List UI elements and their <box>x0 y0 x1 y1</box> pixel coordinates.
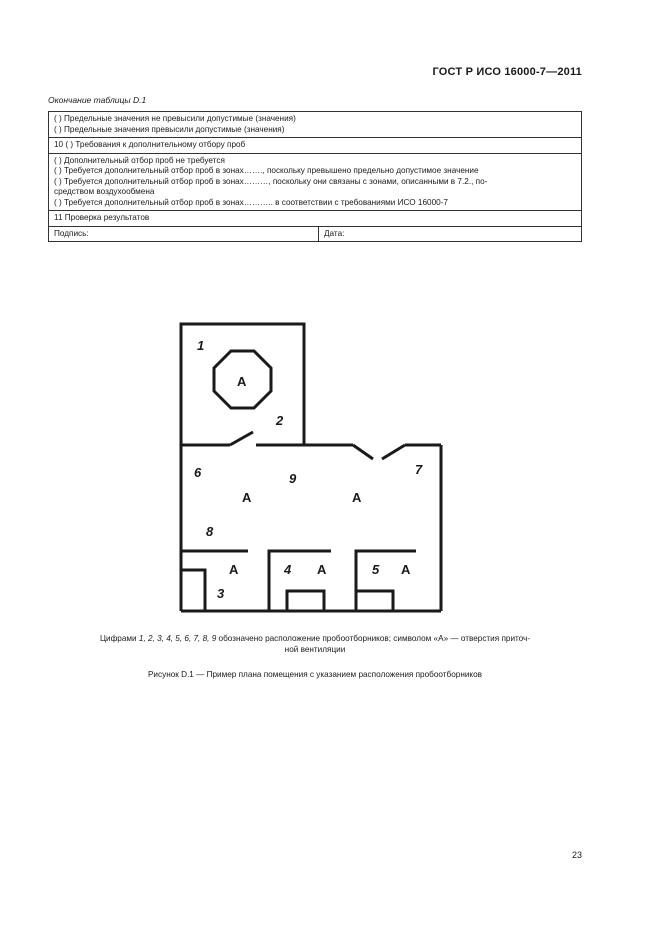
table-row <box>49 153 582 211</box>
vent-symbol: A <box>352 490 362 505</box>
door-leaf <box>382 445 405 459</box>
table-row <box>49 112 582 138</box>
additional-sampling-header: 10 ( ) Требования к дополнительному отбору проб <box>49 138 582 154</box>
vent-symbol: A <box>237 374 247 389</box>
signature-cell: Подпись: <box>49 226 319 242</box>
zone-label-8: 8 <box>206 524 214 539</box>
floor-plan-diagram <box>170 318 450 618</box>
vent-symbol: A <box>229 562 239 577</box>
figure-title: Рисунок D.1 — Пример плана помещения с указанием расположения пробоотборников <box>147 670 483 679</box>
vent-symbol: A <box>242 490 252 505</box>
table-row <box>49 211 582 227</box>
table-caption: Окончание таблицы D.1 <box>48 95 147 105</box>
vent-symbol: A <box>401 562 411 577</box>
zone-label-5: 5 <box>372 562 380 577</box>
cabinet-room-4 <box>287 591 324 611</box>
cabinet-room-3 <box>181 570 205 611</box>
table-row <box>49 138 582 154</box>
sampling-option: ( ) Дополнительный отбор проб не требуется <box>54 155 225 165</box>
door-leaf <box>230 432 253 445</box>
figure-note-prefix: Цифрами <box>99 634 139 643</box>
cabinet-room-5 <box>356 591 393 611</box>
vent-symbol: A <box>317 562 327 577</box>
standard-designation: ГОСТ Р ИСО 16000-7—2011 <box>432 66 582 78</box>
zone-label-6: 6 <box>194 465 202 480</box>
sampling-option: средством воздухообмена <box>54 187 155 196</box>
page-number: 23 <box>571 850 582 860</box>
results-table <box>48 111 582 242</box>
figure-note-suffix: обозначено расположение пробоотборников; символом «А» — отверстия приточ- <box>216 634 531 643</box>
room-5-walls <box>356 551 416 611</box>
zone-label-1: 1 <box>197 338 205 353</box>
room-4-walls <box>269 551 331 611</box>
limit-exceeded-option: ( ) Предельные значения превысили допустимые (значения) <box>54 124 285 134</box>
verification-header: 11 Проверка результатов <box>49 211 582 227</box>
door-leaf <box>353 445 373 459</box>
figure-note <box>48 633 582 655</box>
zone-label-9: 9 <box>289 471 297 486</box>
figure-note-numbers: 1, 2, 3, 4, 5, 6, 7, 8, 9 <box>138 634 217 643</box>
figure-note-line2: ной вентиляции <box>284 645 346 654</box>
zone-label-2: 2 <box>276 413 284 428</box>
date-cell: Дата: <box>319 226 582 242</box>
sampling-option: ( ) Требуется дополнительный отбор проб в зонах……., поскольку превышено предельно допустимое значение <box>54 166 479 175</box>
zone-label-4: 4 <box>284 562 292 577</box>
limit-not-exceeded-option: ( ) Предельные значения не превысили допустимые (значения) <box>54 114 296 123</box>
table-row <box>49 226 582 242</box>
zone-label-3: 3 <box>217 586 225 601</box>
sampling-option: ( ) Требуется дополнительный отбор проб в зонах……….. в соответствии с требованиями ИСО 16000-7 <box>54 197 448 207</box>
additional-sampling-options <box>49 153 582 211</box>
sampling-option: ( ) Требуется дополнительный отбор проб в зонах………, поскольку они связаны с зонами, описанными в 7.2., по- <box>54 176 488 186</box>
zone-label-7: 7 <box>415 462 423 477</box>
limit-values-cell <box>49 112 582 138</box>
